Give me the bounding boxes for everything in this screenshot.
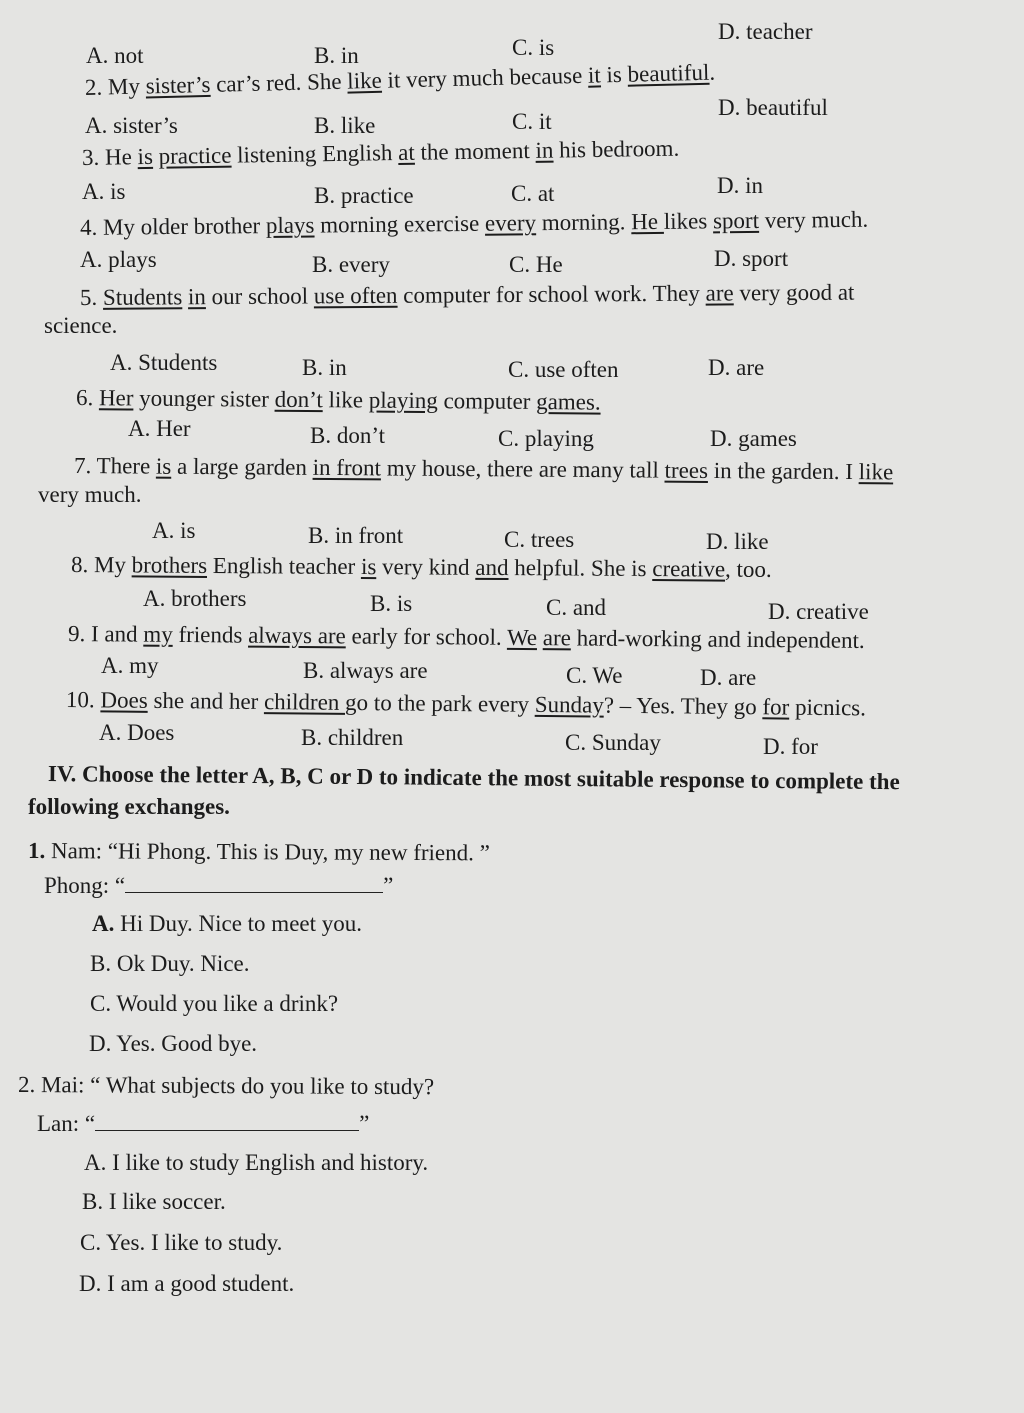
q10-option-c: C. Sunday (565, 730, 661, 755)
q2-option-d: D. beautiful (718, 95, 828, 120)
q7-option-d: D. like (706, 529, 769, 554)
q5-sentence: 5. Students in our school use often computer for school work. They are very good at (79, 279, 855, 310)
exchange-2-prompt: 2. Mai: “ What subjects do you like to study? (17, 1072, 435, 1100)
q5-option-c: C. use often (508, 357, 619, 382)
q3-option-d: D. in (717, 173, 763, 198)
q1-option-d: D. teacher (718, 19, 813, 44)
q8-option-d: D. creative (768, 599, 869, 624)
q9-sentence: 9. I and my friends always are early for school. We are hard-working and independent. (67, 621, 865, 653)
q6-option-d: D. games (710, 426, 797, 451)
q9-option-d: D. are (700, 665, 757, 690)
q6-option-c: C. playing (498, 426, 594, 451)
q1-option-b: B. in (314, 43, 359, 68)
section-4-heading-line2: following exchanges. (28, 794, 230, 819)
section-4-heading-line1: IV. Choose the letter A, B, C or D to indicate the most suitable response to complete the (47, 761, 900, 795)
exchange-1-response-line: Phong: “ ” (44, 873, 394, 898)
q5-option-a: A. Students (110, 350, 218, 375)
q8-option-a: A. brothers (143, 586, 247, 611)
exchange-2-option-d: D. I am a good student. (79, 1271, 295, 1296)
q8-sentence: 8. My brothers English teacher is very kind and helpful. She is creative, too. (70, 552, 772, 582)
q7-sentence: 7. There is a large garden in front my house, there are many tall trees in the garden. I like (73, 453, 894, 485)
q10-option-d: D. for (763, 734, 818, 759)
q1-option-c: C. is (512, 35, 555, 60)
exchange-1-prompt: 1. Nam: “Hi Phong. This is Duy, my new friend. ” (27, 838, 490, 866)
exchange-1-blank (125, 886, 383, 893)
q7-continuation: very much. (38, 482, 142, 507)
q10-option-a: A. Does (99, 720, 175, 745)
exchange-2-option-c: C. Yes. I like to study. (80, 1230, 283, 1255)
exchange-2-response-line: Lan: “ ” (37, 1111, 370, 1136)
exchange-1-option-b: B. Ok Duy. Nice. (90, 951, 250, 976)
q4-option-c: C. He (509, 252, 563, 277)
q8-option-c: C. and (546, 595, 607, 620)
q9-option-b: B. always are (303, 658, 428, 683)
q9-option-a: A. my (101, 653, 159, 678)
q6-option-b: B. don’t (310, 423, 385, 448)
q3-option-b: B. practice (314, 183, 414, 208)
q5-option-b: B. in (302, 355, 347, 380)
exchange-1-option-a: A. Hi Duy. Nice to meet you. (92, 911, 362, 936)
q2-option-c: C. it (512, 109, 552, 134)
q6-option-a: A. Her (128, 416, 191, 441)
q4-sentence: 4. My older brother plays morning exercise every morning. He likes sport very much. (79, 206, 869, 240)
q7-option-a: A. is (152, 518, 196, 543)
q10-option-b: B. children (301, 725, 404, 750)
q1-option-a: A. not (86, 43, 144, 68)
q7-option-b: B. in front (308, 523, 404, 548)
q3-option-a: A. is (82, 179, 126, 204)
q10-sentence: 10. Does she and her children go to the park every Sunday? – Yes. They go for picnics. (65, 687, 867, 721)
q6-sentence: 6. Her younger sister don’t like playing computer games. (75, 385, 601, 415)
exchange-1-option-c: C. Would you like a drink? (90, 991, 339, 1016)
q2-option-b: B. like (314, 113, 376, 138)
exchange-2-blank (95, 1124, 359, 1131)
q4-option-d: D. sport (714, 246, 789, 271)
q9-option-c: C. We (566, 663, 623, 688)
q4-option-b: B. every (312, 252, 390, 277)
q5-continuation: science. (44, 313, 118, 338)
q3-sentence: 3. He is practice listening English at the moment in his bedroom. (81, 135, 680, 170)
q2-sentence: 2. My sister’s car’s red. She like it very much because it is beautiful. (84, 59, 716, 100)
q5-option-d: D. are (708, 355, 765, 380)
q8-option-b: B. is (370, 591, 413, 616)
q3-option-c: C. at (511, 181, 555, 206)
exchange-1-option-d: D. Yes. Good bye. (89, 1031, 258, 1056)
q2-option-a: A. sister’s (85, 113, 178, 138)
q4-option-a: A. plays (80, 247, 157, 272)
exchange-2-option-b: B. I like soccer. (82, 1189, 226, 1214)
q7-option-c: C. trees (504, 527, 575, 552)
exchange-2-option-a: A. I like to study English and history. (84, 1150, 429, 1175)
